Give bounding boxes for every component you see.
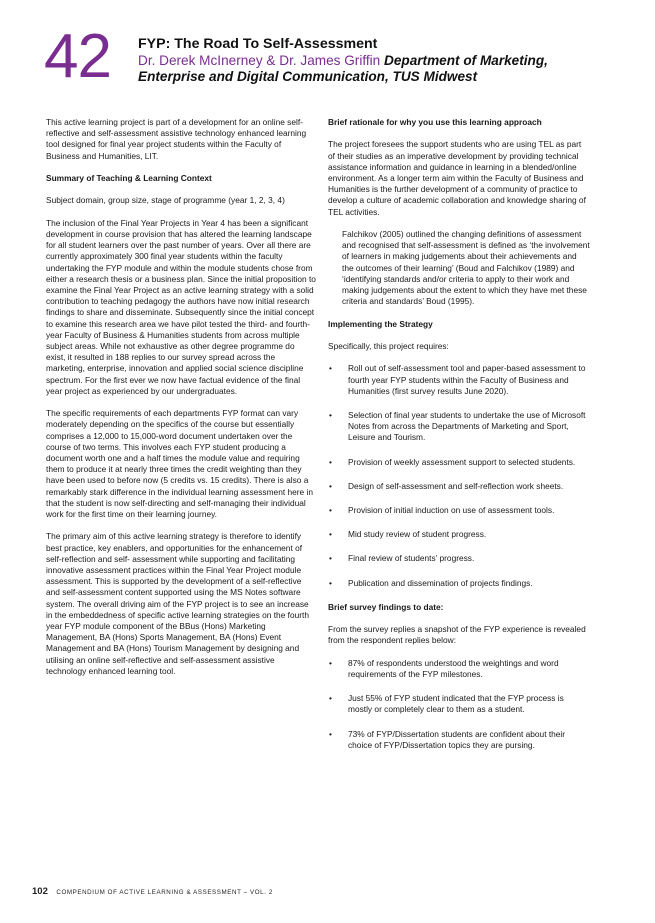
list-item: • 87% of respondents understood the weightings and word requirements of the FYP milestones. bbox=[329, 657, 559, 680]
list-item: • Selection of final year students to undertake the use of Microsoft Notes from across the Departments of Marketing and Sport, Leisure and Tourism. bbox=[329, 410, 586, 443]
affiliation-line-1: Department of Marketing, bbox=[380, 53, 548, 68]
chapter-title: FYP: The Road To Self-Assessment bbox=[138, 36, 378, 52]
chapter-byline bbox=[138, 53, 628, 85]
bullet: • bbox=[329, 728, 332, 739]
implementing-intro: Specifically, this project requires: bbox=[328, 341, 449, 351]
summary-heading: Summary of Teaching & Learning Context bbox=[46, 173, 212, 183]
subject-paragraph: Subject domain, group size, stage of programme (year 1, 2, 3, 4) bbox=[46, 195, 285, 206]
chapter-number: 42 bbox=[44, 22, 111, 91]
survey-heading: Brief survey findings to date: bbox=[328, 601, 444, 612]
rationale-heading: Brief rationale for why you use this learning approach bbox=[328, 117, 542, 127]
findings-list bbox=[328, 658, 590, 751]
bullet: • bbox=[329, 363, 332, 374]
bullet: • bbox=[329, 410, 332, 420]
context-paragraph-3: The primary aim of this active learning strategy is therefore to identify best practice, key enablers, and opportunities for the enhancement of self-reflection and self- assessment while supporting and facilitating innovative assessment practices within the Final Year Project module assessment. This is supported by the development of a self-reflective and self-assessment content supported using the MS Notes software system. The overall driving aim of the FYP project is to see an increase in the embeddedness of specific active learning strategies on the fourth year FYP module component of the BBus (Hons) Marketing Management, BA (Hons) Sports Management, BA (Hons) Event Management and BA (Hons) Tourism Management by designing and utilising an online self-reflective and self-assessment assistive technology enhanced learning tool. bbox=[46, 531, 309, 676]
list-item: • Design of self-assessment and self-reflection work sheets. bbox=[329, 480, 564, 491]
bullet: • bbox=[329, 577, 332, 588]
right-column bbox=[328, 117, 590, 764]
chapter-titles bbox=[138, 36, 628, 85]
rationale-paragraph: The project foresees the support students who are using TEL as part of their studies as an imperative development by providing technical assistance information and guidance in learning in a blended/online environment. As a longer term aim within the Faculty of Business and Humanities is the further development of a community of practice to develop a culture of academic collaboration and knowledge sharing of TEL activities. bbox=[328, 139, 586, 217]
survey-intro: From the survey replies a snapshot of the FYP experience is revealed from the respondent replies below: bbox=[328, 624, 586, 646]
list-item: • Just 55% of FYP student indicated that the FYP process is mostly or completely clear to them as a student. bbox=[329, 693, 564, 715]
bullet: • bbox=[329, 657, 332, 668]
left-column bbox=[46, 117, 316, 688]
implementing-heading: Implementing the Strategy bbox=[328, 318, 433, 329]
affiliation-line-2: Enterprise and Digital Communication, TUS Midwest bbox=[138, 69, 478, 84]
page-number: 102 bbox=[32, 886, 48, 897]
authors: Dr. Derek McInerney & Dr. James Griffin bbox=[138, 53, 381, 68]
intro-paragraph: This active learning project is part of a development for an online self-reflective and self-assessment assistive technology enhanced learning tool designed for final year project students within the Faculty of Business and Humanities, LIT. bbox=[46, 117, 307, 161]
bullet: • bbox=[329, 553, 332, 564]
bullet: • bbox=[329, 529, 332, 540]
list-item: • Publication and dissemination of projects findings. bbox=[329, 577, 533, 588]
list-item: • Roll out of self-assessment tool and paper-based assessment to fourth year FYP students within the Faculty of Business and Humanities (first survey results June 2020). bbox=[329, 363, 586, 396]
bullet: • bbox=[329, 456, 332, 467]
bullet: • bbox=[329, 693, 332, 704]
context-paragraph-1: The inclusion of the Final Year Projects in Year 4 has been a significant development in course provision that has altered the learning landscape for all student learners over the past number of years. Over all there are currently approximately 300 final year students within the faculty undertaking the FYP module and within the module students chose from either a research thesis or a business plan. Since the initial proposition to examine the Final Year Project as an active learning strategy with a solid contribution to teaching pedagogy the authors have now initial research findings to share and disseminate. Subsequently since the initial concept to examine this research area we have pilot tested the third- and fourth-year Faculty of Business & Humanities students from across multiple subject areas. While not exhaustive as other degree programme do exist, it resulted in 188 replies to our survey spread across the marketing, enterprise, innovation and applied social science discipline spectrum. For the first ever we now have factual evidence of the final year project as experienced by our undergraduates. bbox=[46, 217, 316, 396]
quote-paragraph: Falchikov (2005) outlined the changing definitions of assessment and recognised that self-assessment is defined as ‘the involvement of learners in making judgements about their achievements and the outcomes of their learning’ (Boud and Falchikov (1989) and ‘identifying standards and/or criteria to apply to their work and making judgements about the extent to which they have met these criteria and standards’ Boud (1995). bbox=[342, 229, 590, 307]
list-item: • Provision of weekly assessment support to selected students. bbox=[329, 456, 576, 467]
list-item: • Mid study review of student progress. bbox=[329, 529, 487, 540]
bullet: • bbox=[329, 505, 332, 516]
requirements-list bbox=[328, 363, 590, 588]
running-title: COMPENDIUM OF ACTIVE LEARNING & ASSESSMENT – VOL. 2 bbox=[56, 889, 273, 896]
chapter-header bbox=[44, 22, 624, 92]
list-item: • 73% of FYP/Dissertation students are confident about their choice of FYP/Dissertation topics they are pursing. bbox=[329, 728, 566, 750]
context-paragraph-2: The specific requirements of each departments FYP format can vary moderately depending on the specifics of the course but essentially comprises a 12,000 to 15,000-word document undertaken over the course of two terms. This involves each FYP student producing a document worth one and a half times the module value and requiring them to produce it at nearly three times the credit weighting than they have been used to before now (5 credits vs. 15 credits). There is also a remarkably stark difference in the individual learning assessment here in that the student is now self-directing and self-managing their individual work for the first time on their learning journey. bbox=[46, 408, 313, 520]
page-footer bbox=[32, 886, 273, 897]
bullet: • bbox=[329, 480, 332, 491]
list-item: • Final review of students’ progress. bbox=[329, 553, 475, 564]
list-item: • Provision of initial induction on use of assessment tools. bbox=[329, 505, 555, 516]
